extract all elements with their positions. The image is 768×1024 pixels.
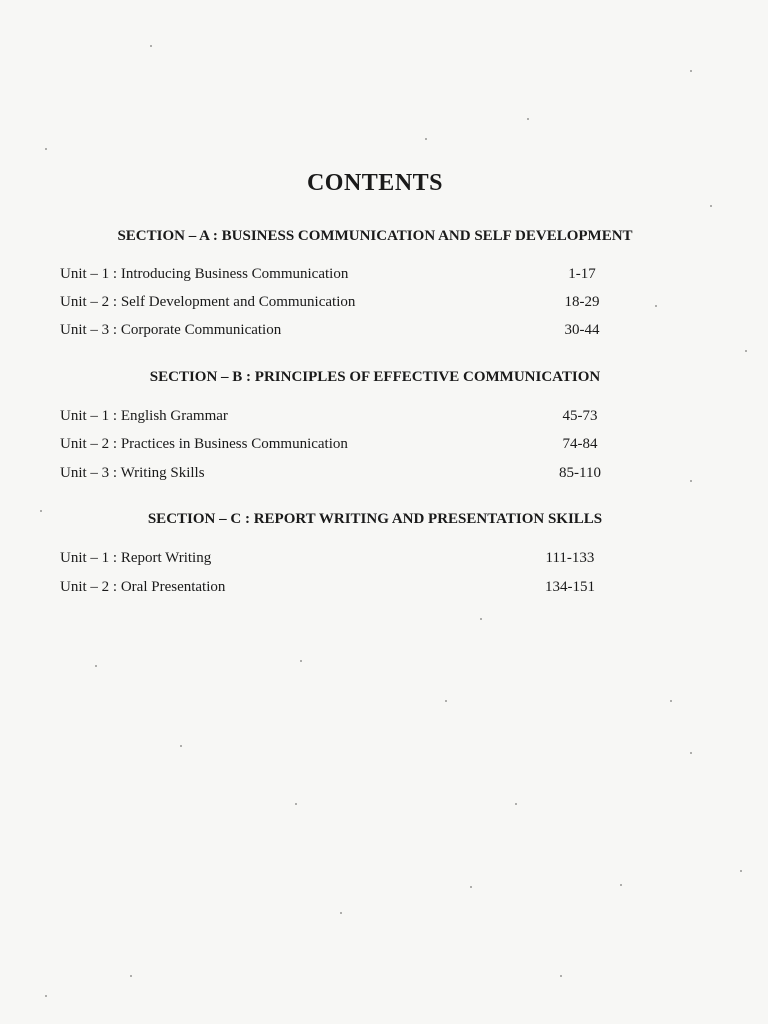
toc-row-a2 [60,292,620,312]
toc-row-c1 [60,548,620,568]
toc-row-label: Unit – 2 : Self Development and Communication [60,294,356,310]
section-b-heading: SECTION – B : PRINCIPLES OF EFFECTIVE COMMUNICATION [149,369,601,385]
toc-row-pages: 85-110 [559,465,601,481]
toc-row-pages: 111-133 [545,550,595,566]
toc-row-label: Unit – 2 : Oral Presentation [60,579,226,595]
toc-row-label: Unit – 3 : Writing Skills [60,465,205,481]
page-title: CONTENTS [306,170,444,196]
toc-row-label: Unit – 2 : Practices in Business Communication [60,436,348,452]
section-a-heading: SECTION – A : BUSINESS COMMUNICATION AND SELF DEVELOPMENT [117,228,633,244]
toc-row-pages: 45-73 [562,408,598,424]
toc-row-pages: 18-29 [564,294,600,310]
toc-row-b2 [60,434,620,454]
toc-row-a3 [60,320,620,340]
toc-row-pages: 30-44 [564,322,600,338]
toc-row-pages: 74-84 [562,436,598,452]
toc-row-pages: 134-151 [545,579,595,595]
toc-row-label: Unit – 1 : English Grammar [60,408,228,424]
toc-row-a1 [60,264,620,284]
toc-row-label: Unit – 3 : Corporate Communication [60,322,282,338]
section-c-heading: SECTION – C : REPORT WRITING AND PRESENTATION SKILLS [147,511,603,527]
toc-row-c2 [60,577,620,597]
toc-row-b3 [60,463,620,483]
toc-row-label: Unit – 1 : Report Writing [60,550,212,566]
toc-row-b1 [60,406,620,426]
toc-row-pages: 1-17 [568,266,596,282]
toc-row-label: Unit – 1 : Introducing Business Communication [60,266,349,282]
